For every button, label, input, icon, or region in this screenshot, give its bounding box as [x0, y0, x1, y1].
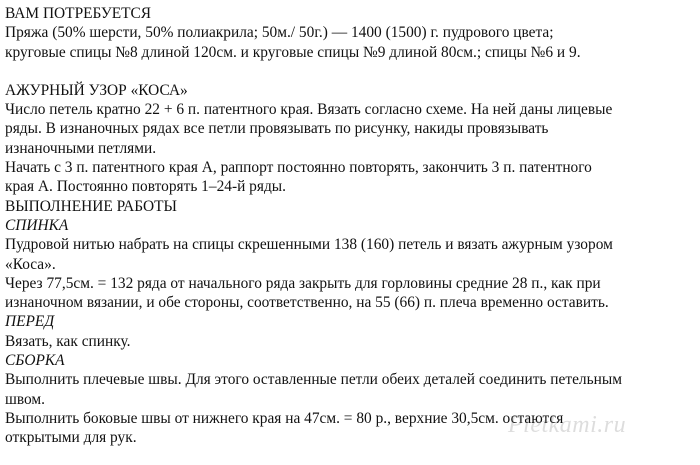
section-heading-pattern: АЖУРНЫЙ УЗОР «КОСА» — [5, 81, 188, 99]
text-line: края А. Постоянно повторять 1–24-й ряды. — [5, 178, 286, 196]
section-heading-materials: ВАМ ПОТРЕБУЕТСЯ — [5, 5, 152, 22]
text-line: открытыми для рук. — [5, 429, 137, 447]
text-line: Выполнить боковые швы от нижнего края на 47см. = 80 р., верхние 30,5см. остаются — [5, 409, 564, 427]
section-heading-work: ВЫПОЛНЕНИЕ РАБОТЫ — [5, 197, 177, 215]
text-line: Пряжа (50% шерсти, 50% полиакрила; 50м./ 50г.) — 1400 (1500) г. пудрового цвета; — [5, 24, 554, 42]
text-line: круговые спицы №8 длиной 120см. и круговые спицы №9 длиной 80см.; спицы №6 и 9. — [5, 43, 581, 61]
document-body — [5, 4, 695, 448]
spacer — [5, 62, 695, 81]
subheading-front: ПЕРЕД — [5, 313, 55, 331]
text-line: ряды. В изнаночных рядах все петли провязывать по рисунку, накиды провязывать — [5, 120, 549, 138]
text-line: Начать с 3 п. патентного края А, раппорт постоянно повторять, закончить 3 п. патентного — [5, 159, 592, 177]
site-watermark: Pletkami.ru — [508, 412, 627, 438]
subheading-back: СПИНКА — [5, 216, 69, 234]
text-line: Пудровой нитью набрать на спицы скрешенными 138 (160) петель и вязать ажурным узором — [5, 236, 613, 254]
text-line: Через 77,5см. = 132 ряда от начального ряда закрыть для горловины средние 28 п., как при — [5, 274, 601, 292]
subheading-assembly: СБОРКА — [5, 352, 65, 370]
text-line: изнаночными петлями. — [5, 139, 157, 157]
text-line: Вязать, как спинку. — [5, 332, 131, 350]
text-line: Выполнить плечевые швы. Для этого оставленные петли обеих деталей соединить петельным — [5, 371, 622, 389]
text-line: Число петель кратно 22 + 6 п. патентного края. Вязать согласно схеме. На ней даны лицевые — [5, 101, 613, 119]
text-line: изнаночном вязании, и обе стороны, соответственно, на 55 (66) п. плеча временно оставить. — [5, 294, 609, 312]
text-line: «Коса». — [5, 255, 56, 273]
text-line: швом. — [5, 390, 46, 408]
